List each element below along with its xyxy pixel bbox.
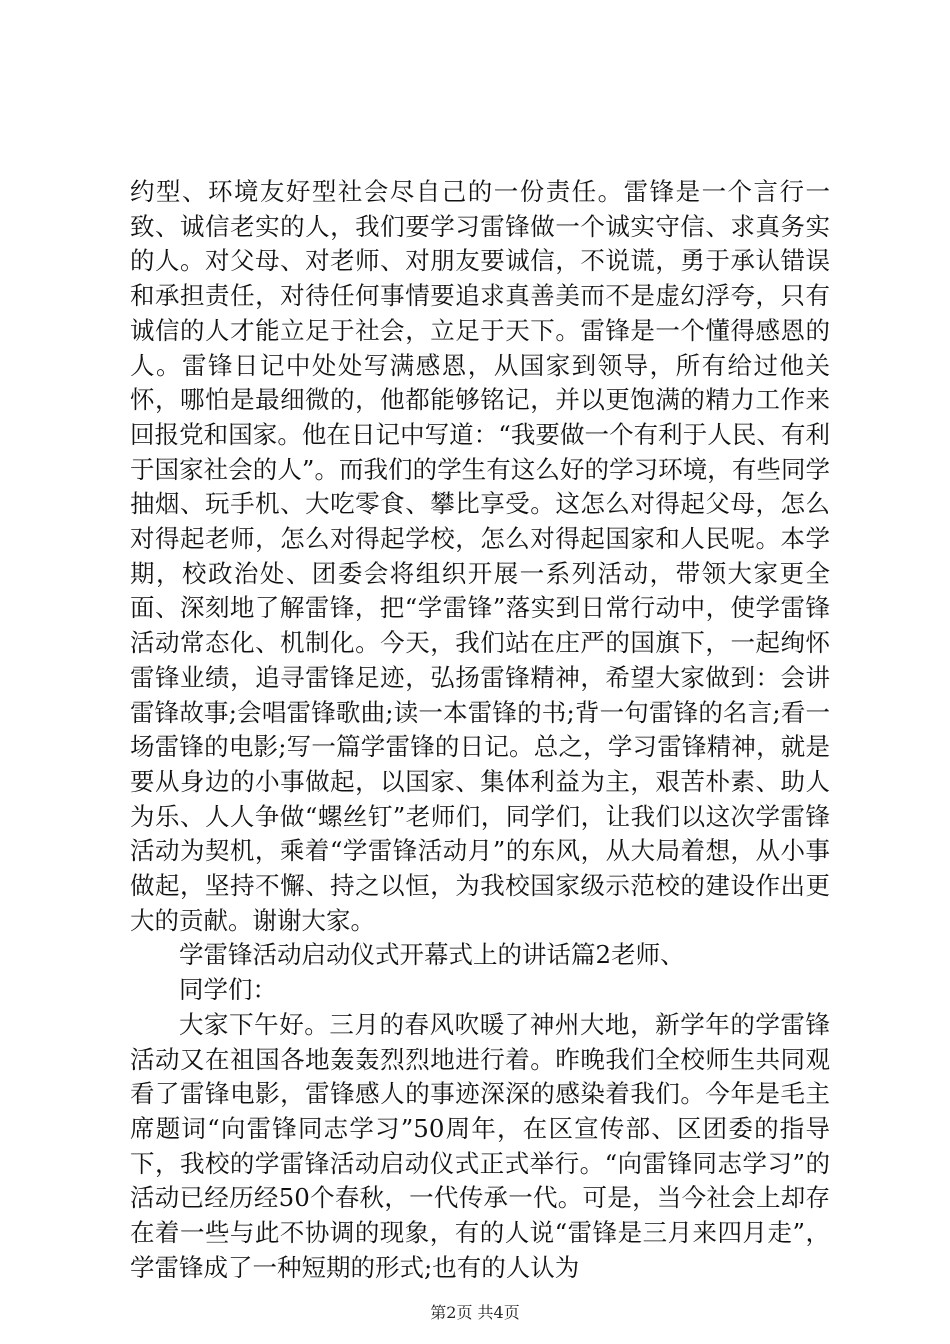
section-heading: 学雷锋活动启动仪式开幕式上的讲话篇2老师、 — [179, 940, 685, 970]
body-paragraph: 约型、环境友好型社会尽自己的一份责任。雷锋是一个言行一致、诚信老实的人，我们要学习雷锋做一个诚实守信、求真务实的人。对父母、对老师、对朋友要诚信，不说谎，勇于承认错误和承担责任，对待任何事情要追求真善美而不是虚幻浮夸，只有诚信的人才能立足于社会，立足于天下。雷锋是一个懂得感恩的人。雷锋日记中处处写满感恩，从国家到领导，所有给过他关怀，哪怕是最细微的，他都能够铭记，并以更饱满的精力工作来回报党和国家。他在日记中写道：“我要做一个有利于人民、有利于国家社会的人”。而我们的学生有这么好的学习环境，有些同学抽烟、玩手机、大吃零食、攀比享受。这怎么对得起父母，怎么对得起老师，怎么对得起学校，怎么对得起国家和人民呢。本学期，校政治处、团委会将组织开展一系列活动，带领大家更全面、深刻地了解雷锋，把“学雷锋”落实到日常行动中，使学雷锋活动常态化、机制化。今天，我们站在庄严的国旗下，一起绚怀雷锋业绩，追寻雷锋足迹，弘扬雷锋精神，希望大家做到：会讲雷锋故事;会唱雷锋歌曲;读一本雷锋的书;背一句雷锋的名言;看一场雷锋的电影;写一篇学雷锋的日记。总之，学习雷锋精神，就是要从身边的小事做起，以国家、集体利益为主，艰苦朴素、助人为乐、人人争做“螺丝钉”老师们，同学们，让我们以这次学雷锋活动为契机，乘着“学雷锋活动月”的东风，从大局着想，从小事做起，坚持不懈、持之以恒，为我校国家级示范校的建设作出更大的贡献。谢谢大家。 — [130, 177, 830, 935]
salutation: 同学们： — [179, 975, 277, 1005]
document-body — [130, 175, 830, 1286]
body-paragraph: 大家下午好。三月的春风吹暖了神州大地，新学年的学雷锋活动又在祖国各地轰轰烈烈地进行着。昨晚我们全校师生共同观看了雷锋电影，雷锋感人的事迹深深的感染着我们。今年是毛主席题词“向雷锋同志学习”50周年，在区宣传部、区团委的指导下，我校的学雷锋活动启动仪式正式举行。“向雷锋同志学习”的活动已经历经50个春秋，一代传承一代。可是，当今社会上却存在着一些与此不协调的现象，有的人说“雷锋是三月来四月走”，学雷锋成了一种短期的形式;也有的人认为 — [130, 1009, 830, 1282]
page-number-footer: 第2页 共4页 — [430, 1303, 520, 1322]
